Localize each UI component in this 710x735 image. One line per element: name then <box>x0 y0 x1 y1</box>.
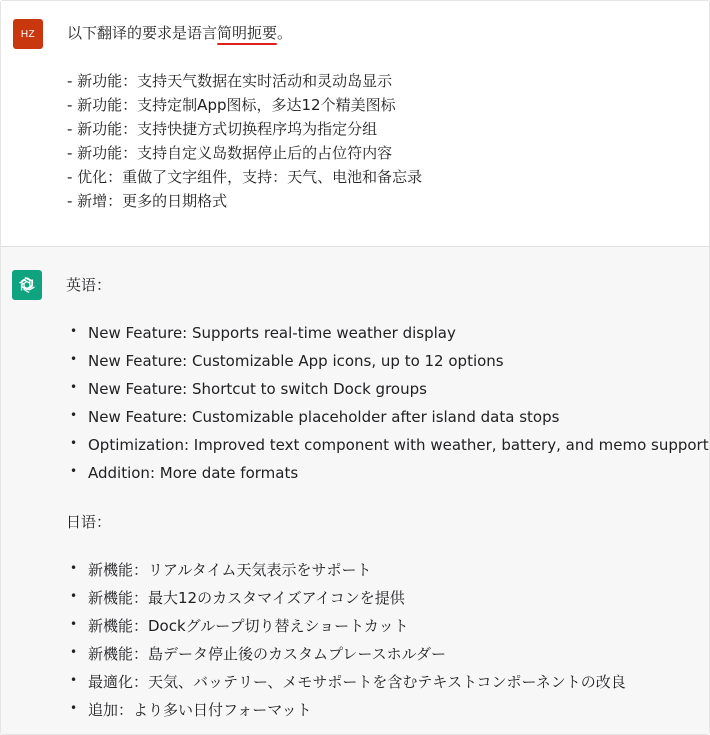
list-item <box>66 668 696 696</box>
user-intro-line <box>67 21 687 45</box>
bullet: • <box>70 589 78 603</box>
list-item-text: New Feature: Shortcut to switch Dock groups <box>88 380 427 398</box>
list-item-text: 最適化：天気、バッテリー、メモサポートを含むテキストコンポーネントの改良 <box>88 673 626 691</box>
list-item <box>66 431 709 459</box>
bullet: • <box>70 701 78 715</box>
bullet: • <box>70 352 78 366</box>
bullet: • <box>70 464 78 478</box>
intro-prefix: 以下翻译的要求是语言 <box>67 24 218 42</box>
list-item-text: New Feature: Customizable placeholder after island data stops <box>88 408 560 426</box>
assistant-message-text <box>66 273 709 724</box>
list-item <box>66 584 696 612</box>
user-line: - 新功能：支持定制App图标，多达12个精美图标 <box>67 96 396 114</box>
user-line: - 新功能：支持自定义岛数据停止后的占位符内容 <box>67 144 393 162</box>
list-item-text: 追加：より多い日付フォーマット <box>88 701 312 719</box>
user-line: - 优化：重做了文字组件，支持：天气、电池和备忘录 <box>67 168 423 186</box>
list-item <box>66 459 696 487</box>
list-item <box>66 696 696 724</box>
list-item <box>66 319 696 347</box>
list-item <box>66 403 696 431</box>
list-item <box>66 556 696 584</box>
user-message-text <box>67 21 687 213</box>
bullet: • <box>70 324 78 338</box>
english-list <box>66 319 709 487</box>
list-item-text: Addition: More date formats <box>88 464 299 482</box>
bullet: • <box>70 673 78 687</box>
english-heading: 英语： <box>66 276 112 294</box>
list-item-text: New Feature: Customizable App icons, up to 12 options <box>88 352 504 370</box>
list-item <box>66 375 696 403</box>
list-item-text: 新機能：リアルタイム天気表示をサポート <box>88 561 372 579</box>
list-item-text: 新機能：最大12のカスタマイズアイコンを提供 <box>88 589 405 607</box>
intro-highlight: 简明扼要 <box>217 21 277 45</box>
list-item <box>66 347 696 375</box>
bullet: • <box>70 436 78 450</box>
user-line: - 新增：更多的日期格式 <box>67 192 228 210</box>
user-line: - 新功能：支持快捷方式切换程序坞为指定分组 <box>67 120 378 138</box>
blank-line <box>67 45 687 69</box>
user-line: - 新功能：支持天气数据在实时活动和灵动岛显示 <box>67 72 393 90</box>
japanese-heading: 日语： <box>66 513 112 531</box>
user-message <box>1 1 709 247</box>
bullet: • <box>70 645 78 659</box>
user-avatar <box>13 19 43 49</box>
list-item-text: Optimization: Improved text component with weather, battery, and memo support <box>88 436 709 454</box>
list-item-text: 新機能：島データ停止後のカスタムプレースホルダー <box>88 645 447 663</box>
intro-suffix: 。 <box>277 24 293 42</box>
openai-logo-icon <box>12 270 42 300</box>
japanese-list <box>66 556 696 724</box>
bullet: • <box>70 408 78 422</box>
bullet: • <box>70 617 78 631</box>
user-avatar-initials: HZ <box>20 28 36 40</box>
list-item-text: New Feature: Supports real-time weather display <box>88 324 456 342</box>
list-item <box>66 612 696 640</box>
list-item-text: 新機能：Dockグループ切り替えショートカット <box>88 617 409 635</box>
bullet: • <box>70 561 78 575</box>
bullet: • <box>70 380 78 394</box>
list-item <box>66 640 696 668</box>
